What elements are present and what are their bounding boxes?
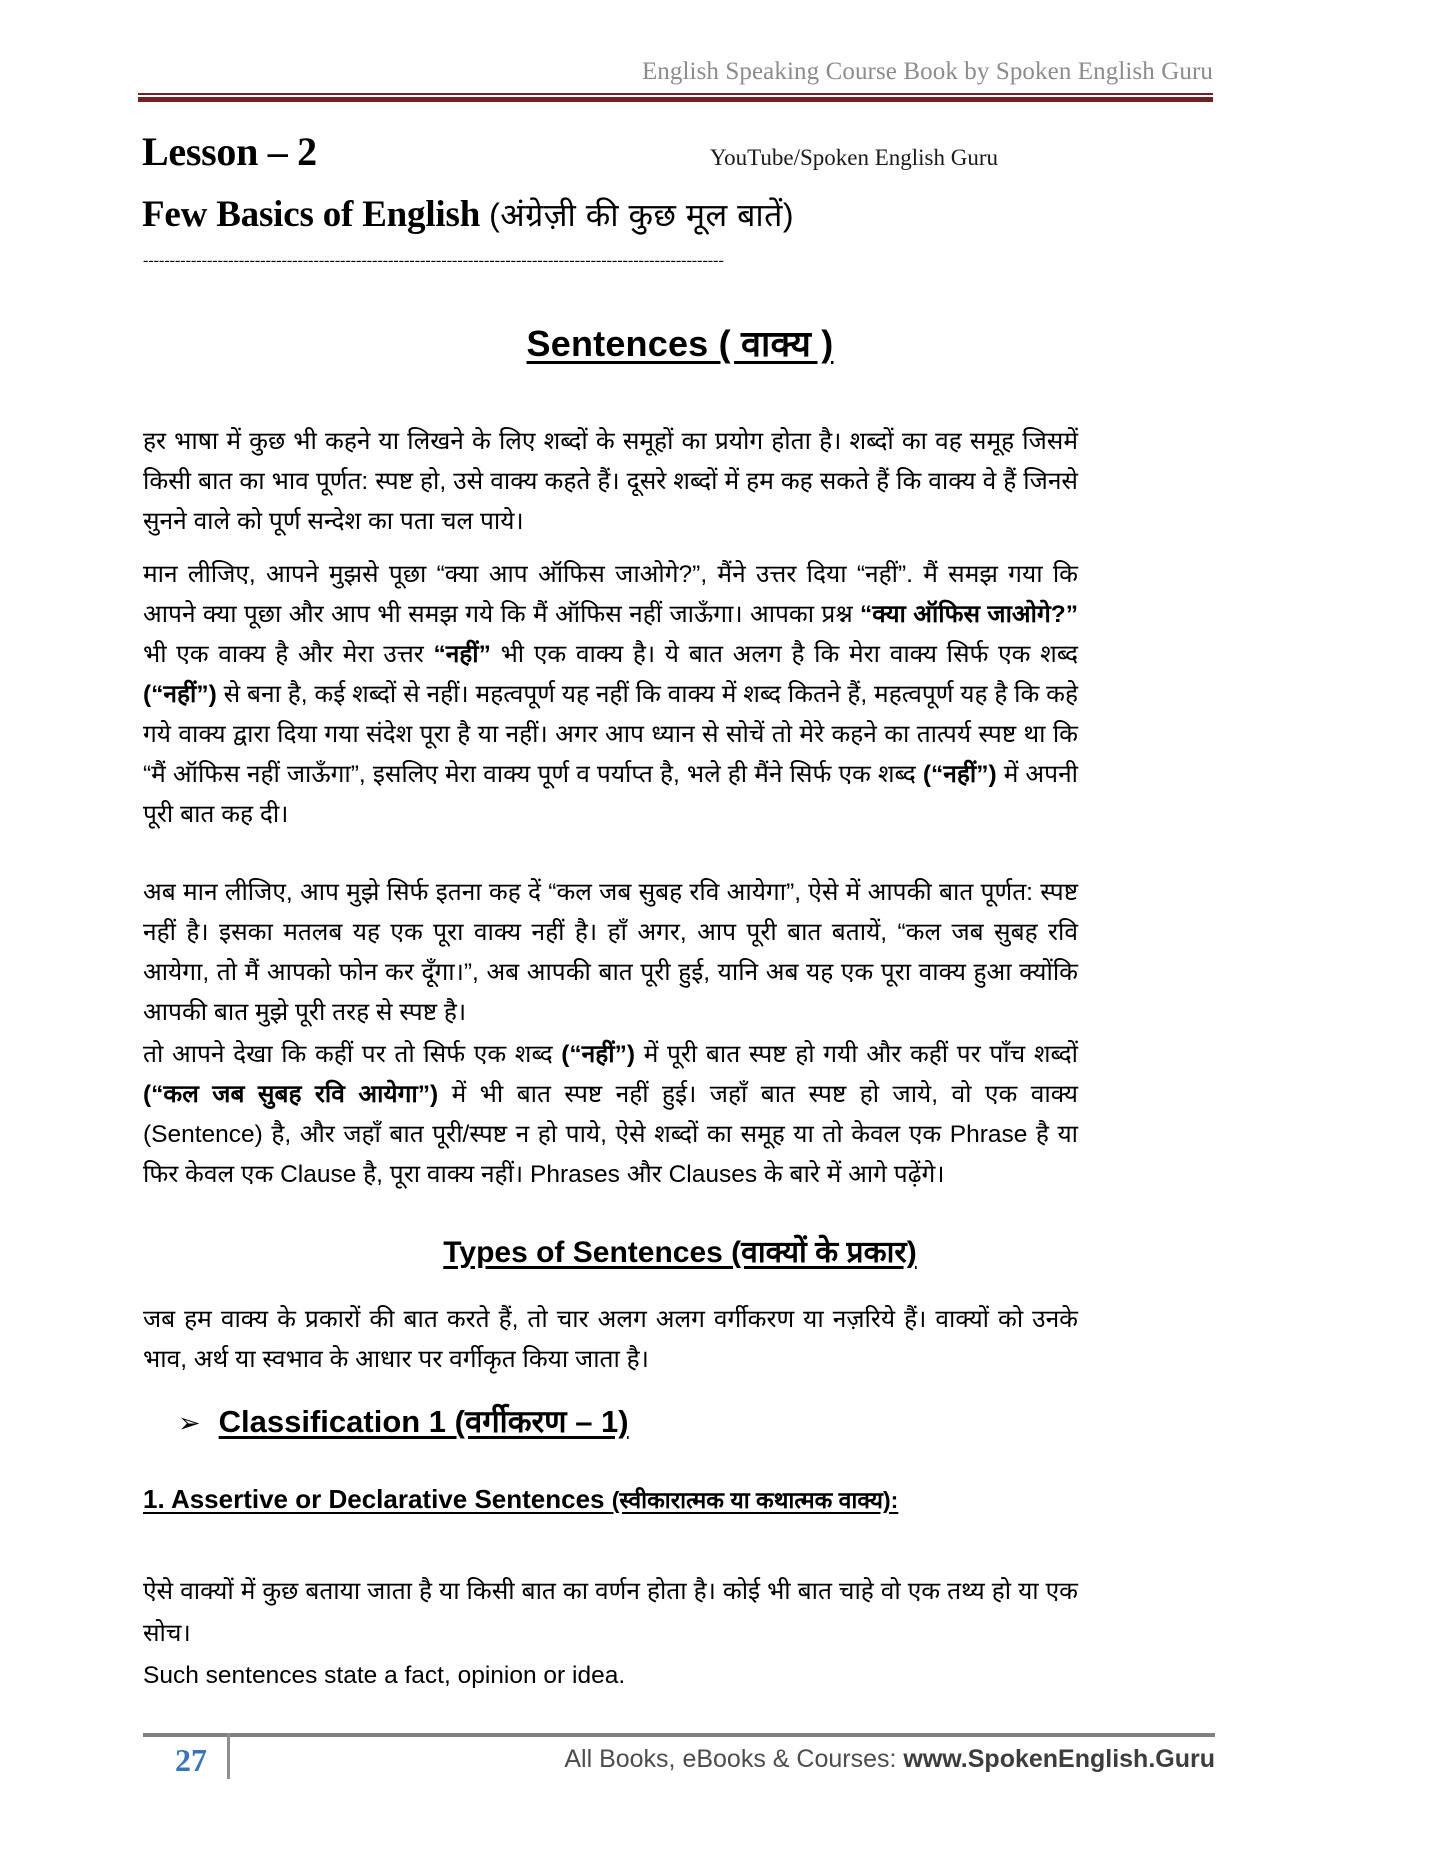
paragraph-1: हर भाषा में कुछ भी कहने या लिखने के लिए शब्दों के समूहों का प्रयोग होता है। शब्दों का वह समूह जिसमें किसी बात का भाव पूर्णत: स्पष्ट हो, उसे वाक्य कहते हैं। दूसरे शब्दों में हम कह सकते हैं कि वाक्य वे हैं जिनसे सुनने वाले को पूर्ण सन्देश का पता चल पाये। (143, 428, 1078, 535)
paragraph-6-hindi: ऐसे वाक्यों में कुछ बताया जाता है या किसी बात का वर्णन होता है। कोई भी बात चाहे वो एक तथ्य हो या एक सोच। (143, 1578, 1078, 1647)
heading-sentences: Sentences ( वाक्य ) (526, 323, 834, 364)
page-title (142, 193, 1222, 236)
page-title-english: Few Basics of English (142, 194, 490, 235)
classification-label: Classification 1 (वर्गीकरण – 1) (218, 1404, 629, 1439)
running-title: English Speaking Course Book by Spoken English Guru (641, 58, 1213, 85)
body-text: से बना है, कई शब्दों से नहीं। महत्वपूर्ण यह नहीं कि वाक्य में शब्द कितने हैं, महत्वपूर्ण यह है कि कहे गये वाक्य द्वारा दिया गया संदेश पूरा है या नहीं। अगर आप ध्यान से सोचें तो मेरे कहने का तात्पर्य स्पष्ट था कि “मैं ऑफिस नहीं जाऊँगा”, इसलिए मेरा वाक्य पूर्ण व पर्याप्त है, भले ही मैंने सिर्फ एक शब्द (143, 681, 1079, 788)
emphasis-text: (“नहीं”) (561, 1041, 636, 1068)
emphasis-text: “नहीं” (433, 641, 491, 668)
header-rule-thin (138, 93, 1213, 95)
footer-divider (227, 1733, 230, 1779)
heading-types-of-sentences: Types of Sentences (वाक्यों के प्रकार) (443, 1236, 917, 1269)
footer-text-plain: All Books, eBooks & Courses: (564, 1745, 904, 1773)
body-text: तो आपने देखा कि कहीं पर तो सिर्फ एक शब्द (143, 1041, 562, 1068)
footer-rule (143, 1733, 1215, 1737)
body-text: मान लीजिए, आपने मुझसे पूछा “क्या आप ऑफिस जाओगे?”, मैंने उत्तर दिया “नहीं”. मैं समझ गया कि आपने क्या पूछा और आप भी समझ गये कि मैं ऑफिस नहीं जाऊँगा। आपका प्रश्न (143, 561, 1078, 628)
body-text: में पूरी बात स्पष्ट हो गयी और कहीं पर पाँच शब्दों (635, 1041, 1078, 1068)
assertive-hindi: (स्वीकारात्मक या कथात्मक वाक्य): (611, 1487, 899, 1513)
emphasis-text: (“कल जब सुबह रवि आयेगा”) (143, 1081, 439, 1108)
header-rule-group (138, 93, 1213, 102)
paragraph-6 (143, 1571, 1078, 1697)
body-text: में अपनी पूरी बात कह दी। (143, 761, 1079, 828)
emphasis-text: “क्या ऑफिस जाओगे?” (859, 601, 1078, 628)
emphasis-text: (“नहीं”) (143, 681, 217, 708)
paragraph-3: अब मान लीजिए, आप मुझे सिर्फ इतना कह दें “कल जब सुबह रवि आयेगा”, ऐसे में आपकी बात पूर्णत: स्पष्ट नहीं है। इसका मतलब यह एक पूरा वाक्य नहीं है। हाँ अगर, आप पूरी बात बतायें, “कल जब सुबह रवि आयेगा, तो मैं आपको फोन कर दूँगा।”, अब आपकी बात पूरी हुई, यानि अब यह एक पूरा वाक्य हुआ क्योंकि आपकी बात मुझे पूरी तरह से स्पष्ट है। (143, 879, 1078, 1026)
body-text: में भी बात स्पष्ट नहीं हुई। जहाँ बात स्पष्ट हो जाये, वो एक वाक्य (Sentence) है, और जहाँ बात पूरी/स्पष्ट न हो पाये, ऐसे शब्दों का समूह या तो केवल एक Phrase है या फिर केवल एक Clause है, पूरा वाक्य नहीं। Phrases और Clauses के बारे में आगे पढ़ेंगे। (143, 1081, 1079, 1188)
lesson-title: Lesson – 2 (142, 129, 317, 174)
header-rule-thick (138, 97, 1213, 102)
assertive-english: 1. Assertive or Declarative Sentences (143, 1484, 612, 1514)
page-title-hindi: (अंग्रेज़ी की कुछ मूल बातें) (489, 197, 795, 233)
emphasis-text: (“नहीं”) (922, 761, 997, 788)
youtube-handle: YouTube/Spoken English Guru (709, 145, 999, 170)
lesson-row (142, 128, 1212, 175)
paragraph-2 (143, 555, 1078, 835)
paragraph-5: जब हम वाक्य के प्रकारों की बात करते हैं, तो चार अलग अलग वर्गीकरण या नज़रिये हैं। वाक्यों को उनके भाव, अर्थ या स्वभाव के आधार पर वर्गीकृत किया जाता है। (143, 1306, 1078, 1373)
dashed-divider: ------------------------------------------------------------------------------------------------------------- (143, 252, 724, 269)
footer-text (420, 1745, 1215, 1774)
arrow-bullet-icon: ➢ (178, 1408, 201, 1439)
body-text: भी एक वाक्य है। ये बात अलग है कि मेरा वाक्य सिर्फ एक शब्द (490, 641, 1078, 668)
paragraph-6-english: Such sentences state a fact, opinion or idea. (143, 1662, 626, 1689)
body-text: भी एक वाक्य है और मेरा उत्तर (143, 641, 434, 668)
footer-website[interactable]: www.SpokenEnglish.Guru (903, 1745, 1215, 1773)
page-header (138, 58, 1213, 102)
heading-assertive-sentences (143, 1483, 898, 1515)
paragraph-4 (143, 1035, 1078, 1195)
heading-classification-1 (178, 1400, 629, 1442)
page-number: 27 (175, 1742, 207, 1778)
